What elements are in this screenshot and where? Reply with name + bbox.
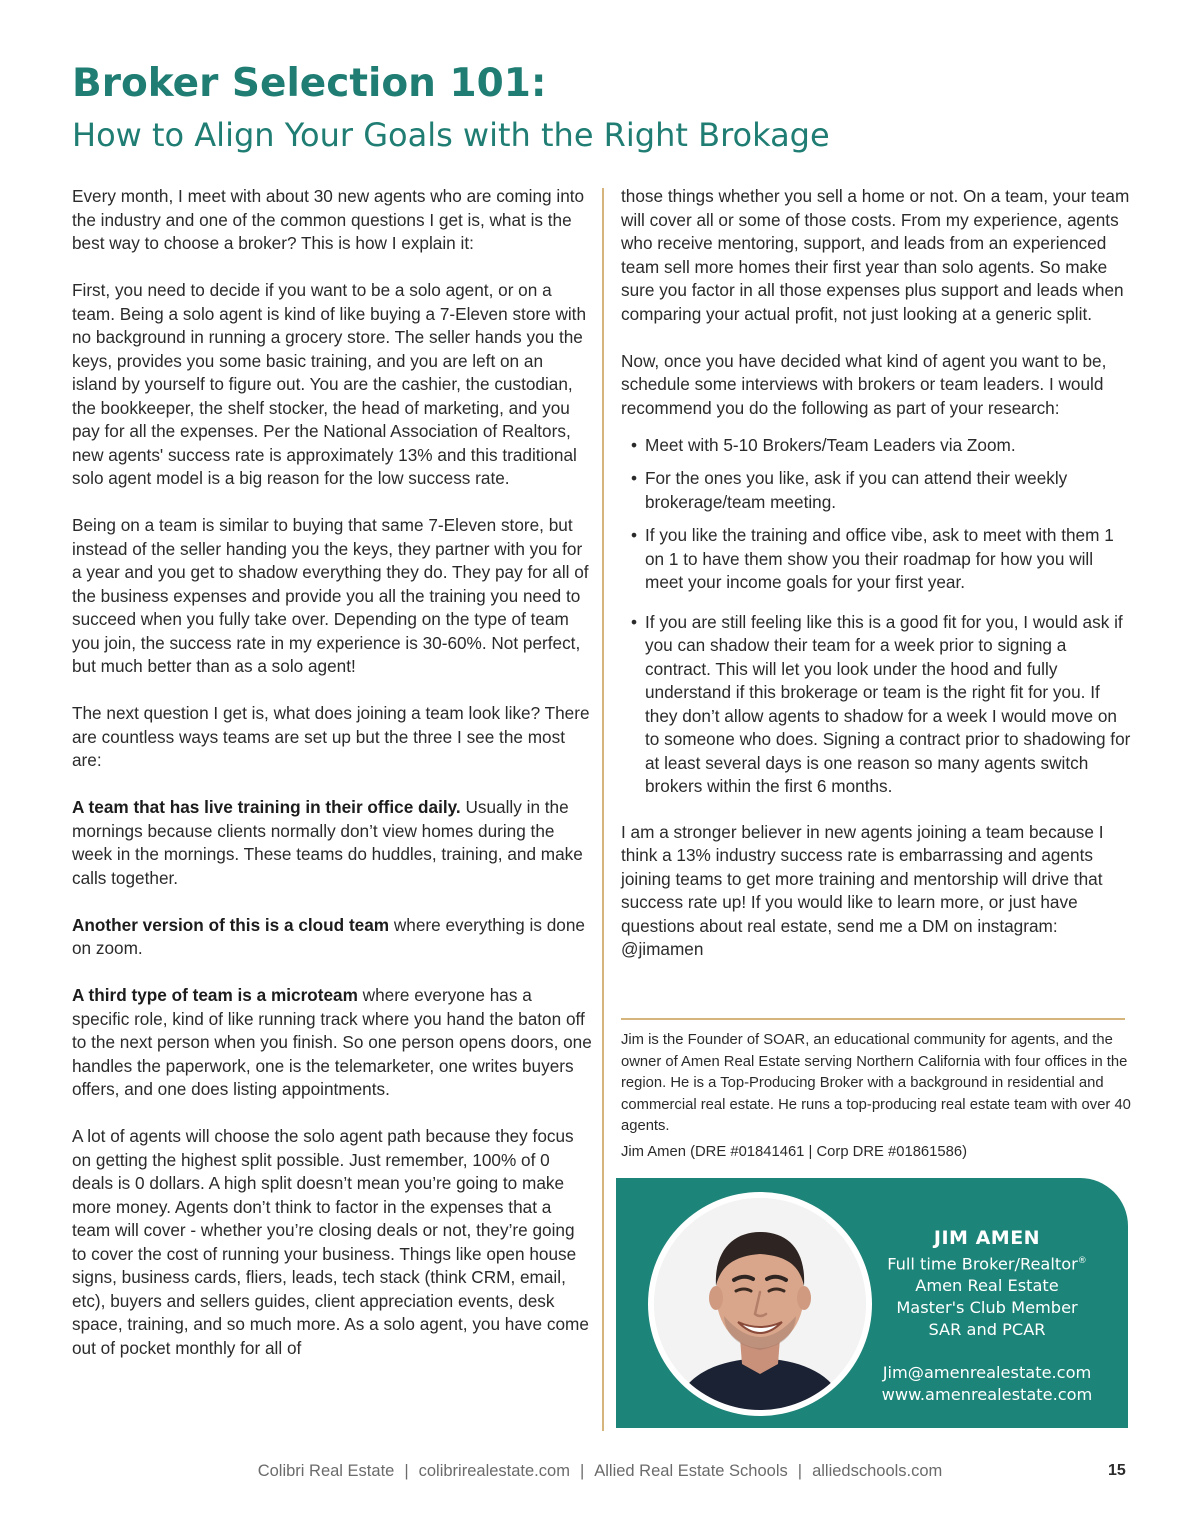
footer-link[interactable]: colibrirealestate.com	[418, 1462, 570, 1480]
contact-role-text: Full time Broker/Realtor	[887, 1254, 1078, 1274]
author-portrait-illustration	[654, 1198, 866, 1410]
paragraph-team: Being on a team is similar to buying that same 7-Eleven store, but instead of the seller handing you the keys, they partner with you for a year and you get to shadow everything they do. They pay for all of the business expenses and provide you all the training you need to succeed when you fully take over. Depending on the type of team you join, the success rate in my experience is 30-60%. Not perfect, but much better than as a solo agent!	[72, 515, 589, 676]
paragraph-text: where everything is done on zoom.	[72, 914, 585, 958]
contact-website[interactable]: www.amenrealestate.com	[881, 1385, 1093, 1405]
page-subtitle: How to Align Your Goals with the Right Brokage	[72, 116, 830, 154]
bio-text: Jim is the Founder of SOAR, an educational community for agents, and the owner of Amen Real Estate serving Northern California with four offices in the region. He is a Top-Producing Broker with a background in residential and commercial real estate. He runs a top-producing real estate team with over 40 agents.	[621, 1032, 1131, 1134]
contact-company: Amen Real Estate	[915, 1276, 1059, 1296]
bio-divider	[621, 1018, 1125, 1020]
page-footer	[0, 1462, 1200, 1481]
footer-separator: |	[797, 1462, 803, 1480]
contact-club: Master's Club Member	[896, 1298, 1078, 1318]
right-column	[621, 185, 1133, 985]
author-bio	[621, 1030, 1133, 1163]
page-title: Broker Selection 101:	[72, 61, 547, 106]
recommendation-list	[621, 434, 1133, 799]
footer-link[interactable]: alliedschools.com	[812, 1462, 943, 1480]
paragraph-live-training-team	[72, 796, 592, 890]
footer-separator: |	[579, 1462, 585, 1480]
author-photo	[654, 1198, 866, 1410]
paragraph-microteam	[72, 984, 592, 1102]
paragraph-text: where everyone has a specific role, kind of like running track where you hand the baton off to the next person when you finish. So one person opens doors, one handles the paperwork, one is the telemarketer, one writes buyers offers, and one does listing appointments.	[72, 985, 592, 1099]
bold-lead: A team that has live training in their office daily.	[72, 797, 461, 817]
paragraph-split: A lot of agents will choose the solo agent path because they focus on getting the highest split possible. Just remember, 100% of 0 deals is 0 dollars. A high split doesn’t mean you’re going to make more money. Agents don’t think to factor in the expenses that a team will cover - whether you’re closing deals or not, they’re going to cover the cost of running your business. Things like open house signs, business cards, fliers, leads, tech stack (think CRM, email, etc), buyers and sellers guides, client appreciation events, desk space, training, and so much more. As a solo agent, you have come out of pocket monthly for all of	[72, 1126, 589, 1358]
paragraph-solo-agent: First, you need to decide if you want to be a solo agent, or on a team. Being a solo agent is kind of like buying a 7-Eleven store with no background in running a grocery store. The seller hands you the keys, provides you some basic training, and you are left on an island by yourself to figure out. You are the cashier, the custodian, the bookkeeper, the shelf stocker, the head of marketing, and you pay for all the expenses. Per the National Association of Realtors, new agents' success rate is approximately 13% and this traditional solo agent model is a big reason for the low success rate.	[72, 280, 587, 488]
page-number: 15	[1108, 1462, 1126, 1479]
contact-email[interactable]: Jim@amenrealestate.com	[882, 1363, 1092, 1383]
contact-name: JIM AMEN	[933, 1227, 1041, 1249]
left-column	[72, 185, 592, 1384]
list-item: • For the ones you like, ask if you can attend their weekly brokerage/team meeting.	[621, 467, 1133, 514]
paragraph-team-question: The next question I get is, what does joining a team look like? There are countless ways teams are set up but the three I see the most are:	[72, 703, 590, 770]
footer-item: Colibri Real Estate	[257, 1462, 395, 1480]
paragraph-costs: those things whether you sell a home or not. On a team, your team will cover all or some of those costs. From my experience, agents who receive mentoring, support, and leads from an experienced team sell more homes their first year than solo agents. So make sure you factor in all those expenses plus support and leads when comparing your actual profit, not just looking at a generic split.	[621, 186, 1130, 324]
list-item: • Meet with 5-10 Brokers/Team Leaders via Zoom.	[621, 434, 1133, 458]
contact-role	[862, 1250, 1112, 1275]
list-item: • If you like the training and office vibe, ask to meet with them 1 on 1 to have them show you their roadmap for how you will meet your income goals for your first year.	[621, 524, 1133, 595]
contact-details	[862, 1226, 1112, 1406]
bold-lead: Another version of this is a cloud team	[72, 914, 390, 935]
paragraph-closing: I am a stronger believer in new agents joining a team because I think a 13% industry success rate is embarrassing and agents joining teams to get more training and mentorship will drive that success rate up! If you would like to learn more, or just have questions about real estate, send me a DM on instagram: @jimamen	[621, 821, 1104, 959]
paragraph-cloud-team	[72, 914, 592, 961]
list-item: • If you are still feeling like this is a good fit for you, I would ask if you can shadow their team for a week prior to signing a contract. This will let you look under the hood and fully understand if this brokerage or team is the right fit for you. If they don’t allow agents to shadow for a week I would move on to someone who does. Signing a contract prior to shadowing for at least several days is one reason so many agents switch brokers within the first 6 months.	[621, 611, 1133, 799]
bold-lead: A third type of team is a microteam	[72, 985, 358, 1005]
paragraph-intro: Every month, I meet with about 30 new agents who are coming into the industry and one of the common questions I get is, what is the best way to choose a broker? This is how I explain it:	[72, 186, 585, 253]
footer-separator: |	[404, 1462, 409, 1480]
author-photo-frame	[648, 1192, 872, 1416]
spacer	[862, 1341, 1112, 1362]
bio-credential: Jim Amen (DRE #01841461 | Corp DRE #01861586)	[621, 1143, 968, 1160]
registered-mark: ®	[1077, 1256, 1087, 1266]
paragraph-interviews: Now, once you have decided what kind of agent you want to be, schedule some interviews with brokers or team leaders. I would recommend you do the following as part of your research:	[621, 350, 1107, 418]
title-block	[72, 58, 1132, 158]
paragraph-text: Usually in the mornings because clients normally don’t view homes during the week in the mornings. These teams do huddles, training, and make calls together.	[72, 797, 583, 888]
column-divider	[602, 188, 604, 1431]
contact-association: SAR and PCAR	[928, 1320, 1046, 1340]
footer-item: Allied Real Estate Schools	[594, 1462, 788, 1480]
